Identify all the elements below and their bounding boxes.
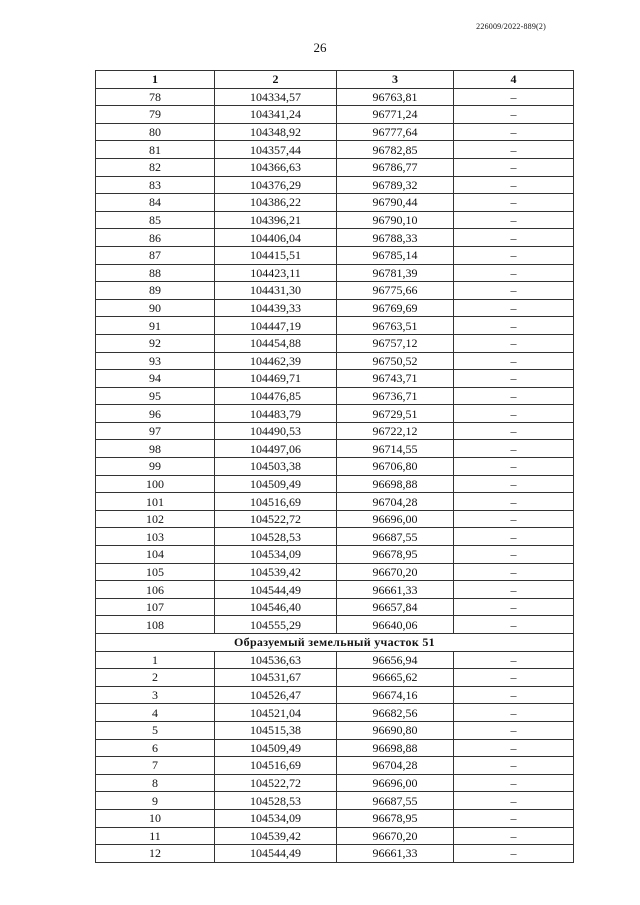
table-row <box>96 194 574 212</box>
table-row <box>96 651 574 669</box>
table-row <box>96 299 574 317</box>
point-number: 93 <box>96 352 215 370</box>
y-coordinate: 96757,12 <box>337 334 454 352</box>
table-row <box>96 475 574 493</box>
x-coordinate: 104497,06 <box>215 440 337 458</box>
y-coordinate: 96714,55 <box>337 440 454 458</box>
x-coordinate: 104357,44 <box>215 141 337 159</box>
point-number: 2 <box>96 669 215 687</box>
point-number: 90 <box>96 299 215 317</box>
note-cell: – <box>454 774 574 792</box>
table-row <box>96 405 574 423</box>
x-coordinate: 104376,29 <box>215 176 337 194</box>
note-cell: – <box>454 229 574 247</box>
table-row <box>96 352 574 370</box>
table-row <box>96 616 574 634</box>
y-coordinate: 96682,56 <box>337 704 454 722</box>
y-coordinate: 96678,95 <box>337 809 454 827</box>
y-coordinate: 96786,77 <box>337 158 454 176</box>
note-cell: – <box>454 387 574 405</box>
note-cell: – <box>454 739 574 757</box>
x-coordinate: 104406,04 <box>215 229 337 247</box>
x-coordinate: 104544,49 <box>215 845 337 863</box>
point-number: 104 <box>96 546 215 564</box>
y-coordinate: 96750,52 <box>337 352 454 370</box>
column-header: 1 <box>96 71 215 89</box>
point-number: 82 <box>96 158 215 176</box>
x-coordinate: 104348,92 <box>215 123 337 141</box>
point-number: 89 <box>96 282 215 300</box>
note-cell: – <box>454 352 574 370</box>
table-row <box>96 317 574 335</box>
note-cell: – <box>454 845 574 863</box>
y-coordinate: 96788,33 <box>337 229 454 247</box>
note-cell: – <box>454 123 574 141</box>
point-number: 106 <box>96 581 215 599</box>
table-row <box>96 493 574 511</box>
point-number: 105 <box>96 563 215 581</box>
note-cell: – <box>454 370 574 388</box>
x-coordinate: 104476,85 <box>215 387 337 405</box>
point-number: 85 <box>96 211 215 229</box>
table-row <box>96 123 574 141</box>
section-title-row <box>96 634 574 652</box>
note-cell: – <box>454 757 574 775</box>
y-coordinate: 96775,66 <box>337 282 454 300</box>
table-row <box>96 686 574 704</box>
x-coordinate: 104516,69 <box>215 493 337 511</box>
note-cell: – <box>454 141 574 159</box>
table-row <box>96 422 574 440</box>
point-number: 80 <box>96 123 215 141</box>
table-row <box>96 563 574 581</box>
y-coordinate: 96782,85 <box>337 141 454 159</box>
table-row <box>96 669 574 687</box>
point-number: 81 <box>96 141 215 159</box>
y-coordinate: 96790,44 <box>337 194 454 212</box>
note-cell: – <box>454 194 574 212</box>
table-row <box>96 176 574 194</box>
y-coordinate: 96763,51 <box>337 317 454 335</box>
note-cell: – <box>454 598 574 616</box>
point-number: 98 <box>96 440 215 458</box>
note-cell: – <box>454 422 574 440</box>
point-number: 4 <box>96 704 215 722</box>
table-row <box>96 370 574 388</box>
x-coordinate: 104469,71 <box>215 370 337 388</box>
point-number: 87 <box>96 246 215 264</box>
note-cell: – <box>454 616 574 634</box>
point-number: 83 <box>96 176 215 194</box>
table-row <box>96 141 574 159</box>
note-cell: – <box>454 546 574 564</box>
point-number: 103 <box>96 528 215 546</box>
y-coordinate: 96690,80 <box>337 721 454 739</box>
point-number: 78 <box>96 88 215 106</box>
x-coordinate: 104431,30 <box>215 282 337 300</box>
point-number: 97 <box>96 422 215 440</box>
note-cell: – <box>454 704 574 722</box>
y-coordinate: 96763,81 <box>337 88 454 106</box>
table-row <box>96 757 574 775</box>
table-row <box>96 774 574 792</box>
note-cell: – <box>454 88 574 106</box>
table-row <box>96 282 574 300</box>
point-number: 9 <box>96 792 215 810</box>
point-number: 101 <box>96 493 215 511</box>
y-coordinate: 96743,71 <box>337 370 454 388</box>
point-number: 108 <box>96 616 215 634</box>
x-coordinate: 104536,63 <box>215 651 337 669</box>
note-cell: – <box>454 669 574 687</box>
y-coordinate: 96656,94 <box>337 651 454 669</box>
point-number: 94 <box>96 370 215 388</box>
y-coordinate: 96687,55 <box>337 792 454 810</box>
note-cell: – <box>454 581 574 599</box>
point-number: 6 <box>96 739 215 757</box>
table-row <box>96 458 574 476</box>
note-cell: – <box>454 299 574 317</box>
point-number: 11 <box>96 827 215 845</box>
note-cell: – <box>454 475 574 493</box>
page-number: 26 <box>313 40 327 55</box>
block2-rows <box>96 651 574 862</box>
x-coordinate: 104366,63 <box>215 158 337 176</box>
x-coordinate: 104415,51 <box>215 246 337 264</box>
point-number: 92 <box>96 334 215 352</box>
column-header: 2 <box>215 71 337 89</box>
x-coordinate: 104534,09 <box>215 809 337 827</box>
x-coordinate: 104539,42 <box>215 563 337 581</box>
x-coordinate: 104516,69 <box>215 757 337 775</box>
x-coordinate: 104531,67 <box>215 669 337 687</box>
x-coordinate: 104521,04 <box>215 704 337 722</box>
note-cell: – <box>454 493 574 511</box>
y-coordinate: 96696,00 <box>337 774 454 792</box>
point-number: 100 <box>96 475 215 493</box>
y-coordinate: 96736,71 <box>337 387 454 405</box>
y-coordinate: 96640,06 <box>337 616 454 634</box>
note-cell: – <box>454 317 574 335</box>
table-row <box>96 334 574 352</box>
note-cell: – <box>454 158 574 176</box>
point-number: 86 <box>96 229 215 247</box>
x-coordinate: 104539,42 <box>215 827 337 845</box>
y-coordinate: 96769,69 <box>337 299 454 317</box>
table-row <box>96 528 574 546</box>
note-cell: – <box>454 405 574 423</box>
point-number: 79 <box>96 106 215 124</box>
y-coordinate: 96661,33 <box>337 581 454 599</box>
note-cell: – <box>454 651 574 669</box>
y-coordinate: 96661,33 <box>337 845 454 863</box>
y-coordinate: 96687,55 <box>337 528 454 546</box>
note-cell: – <box>454 176 574 194</box>
y-coordinate: 96790,10 <box>337 211 454 229</box>
x-coordinate: 104386,22 <box>215 194 337 212</box>
x-coordinate: 104490,53 <box>215 422 337 440</box>
x-coordinate: 104423,11 <box>215 264 337 282</box>
table-row <box>96 809 574 827</box>
point-number: 3 <box>96 686 215 704</box>
block1-rows <box>96 88 574 633</box>
point-number: 95 <box>96 387 215 405</box>
y-coordinate: 96670,20 <box>337 827 454 845</box>
table-row <box>96 792 574 810</box>
y-coordinate: 96696,00 <box>337 510 454 528</box>
y-coordinate: 96678,95 <box>337 546 454 564</box>
y-coordinate: 96704,28 <box>337 493 454 511</box>
note-cell: – <box>454 440 574 458</box>
table-row <box>96 229 574 247</box>
table-row <box>96 387 574 405</box>
table-row <box>96 598 574 616</box>
point-number: 96 <box>96 405 215 423</box>
y-coordinate: 96729,51 <box>337 405 454 423</box>
y-coordinate: 96674,16 <box>337 686 454 704</box>
x-coordinate: 104396,21 <box>215 211 337 229</box>
point-number: 1 <box>96 651 215 669</box>
point-number: 8 <box>96 774 215 792</box>
x-coordinate: 104341,24 <box>215 106 337 124</box>
y-coordinate: 96781,39 <box>337 264 454 282</box>
table-row <box>96 510 574 528</box>
x-coordinate: 104528,53 <box>215 792 337 810</box>
table-row <box>96 246 574 264</box>
y-coordinate: 96789,32 <box>337 176 454 194</box>
y-coordinate: 96698,88 <box>337 739 454 757</box>
y-coordinate: 96706,80 <box>337 458 454 476</box>
table-row <box>96 440 574 458</box>
table-row <box>96 211 574 229</box>
y-coordinate: 96698,88 <box>337 475 454 493</box>
table-row <box>96 827 574 845</box>
note-cell: – <box>454 211 574 229</box>
column-header: 4 <box>454 71 574 89</box>
point-number: 91 <box>96 317 215 335</box>
x-coordinate: 104462,39 <box>215 352 337 370</box>
note-cell: – <box>454 264 574 282</box>
x-coordinate: 104522,72 <box>215 774 337 792</box>
x-coordinate: 104447,19 <box>215 317 337 335</box>
x-coordinate: 104555,29 <box>215 616 337 634</box>
y-coordinate: 96704,28 <box>337 757 454 775</box>
point-number: 7 <box>96 757 215 775</box>
point-number: 84 <box>96 194 215 212</box>
note-cell: – <box>454 528 574 546</box>
point-number: 88 <box>96 264 215 282</box>
table-row <box>96 721 574 739</box>
document-id: 226009/2022-889(2) <box>476 22 546 31</box>
x-coordinate: 104454,88 <box>215 334 337 352</box>
x-coordinate: 104509,49 <box>215 475 337 493</box>
table-row <box>96 88 574 106</box>
table-row <box>96 845 574 863</box>
column-header: 3 <box>337 71 454 89</box>
note-cell: – <box>454 792 574 810</box>
table-row <box>96 739 574 757</box>
note-cell: – <box>454 827 574 845</box>
point-number: 5 <box>96 721 215 739</box>
note-cell: – <box>454 282 574 300</box>
table-row <box>96 106 574 124</box>
x-coordinate: 104483,79 <box>215 405 337 423</box>
table-row <box>96 158 574 176</box>
table-row <box>96 581 574 599</box>
point-number: 99 <box>96 458 215 476</box>
point-number: 12 <box>96 845 215 863</box>
point-number: 107 <box>96 598 215 616</box>
note-cell: – <box>454 458 574 476</box>
y-coordinate: 96657,84 <box>337 598 454 616</box>
point-number: 102 <box>96 510 215 528</box>
y-coordinate: 96771,24 <box>337 106 454 124</box>
note-cell: – <box>454 686 574 704</box>
y-coordinate: 96722,12 <box>337 422 454 440</box>
x-coordinate: 104515,38 <box>215 721 337 739</box>
x-coordinate: 104439,33 <box>215 299 337 317</box>
note-cell: – <box>454 809 574 827</box>
x-coordinate: 104503,38 <box>215 458 337 476</box>
coordinates-table <box>95 70 574 863</box>
x-coordinate: 104534,09 <box>215 546 337 564</box>
table-row <box>96 546 574 564</box>
note-cell: – <box>454 246 574 264</box>
x-coordinate: 104522,72 <box>215 510 337 528</box>
section-title: Образуемый земельный участок 51 <box>96 634 574 652</box>
y-coordinate: 96785,14 <box>337 246 454 264</box>
y-coordinate: 96665,62 <box>337 669 454 687</box>
note-cell: – <box>454 334 574 352</box>
note-cell: – <box>454 510 574 528</box>
x-coordinate: 104509,49 <box>215 739 337 757</box>
point-number: 10 <box>96 809 215 827</box>
x-coordinate: 104526,47 <box>215 686 337 704</box>
table-header-row <box>96 71 574 89</box>
table-row <box>96 264 574 282</box>
y-coordinate: 96777,64 <box>337 123 454 141</box>
x-coordinate: 104546,40 <box>215 598 337 616</box>
x-coordinate: 104544,49 <box>215 581 337 599</box>
x-coordinate: 104334,57 <box>215 88 337 106</box>
note-cell: – <box>454 106 574 124</box>
note-cell: – <box>454 721 574 739</box>
note-cell: – <box>454 563 574 581</box>
x-coordinate: 104528,53 <box>215 528 337 546</box>
y-coordinate: 96670,20 <box>337 563 454 581</box>
table-row <box>96 704 574 722</box>
